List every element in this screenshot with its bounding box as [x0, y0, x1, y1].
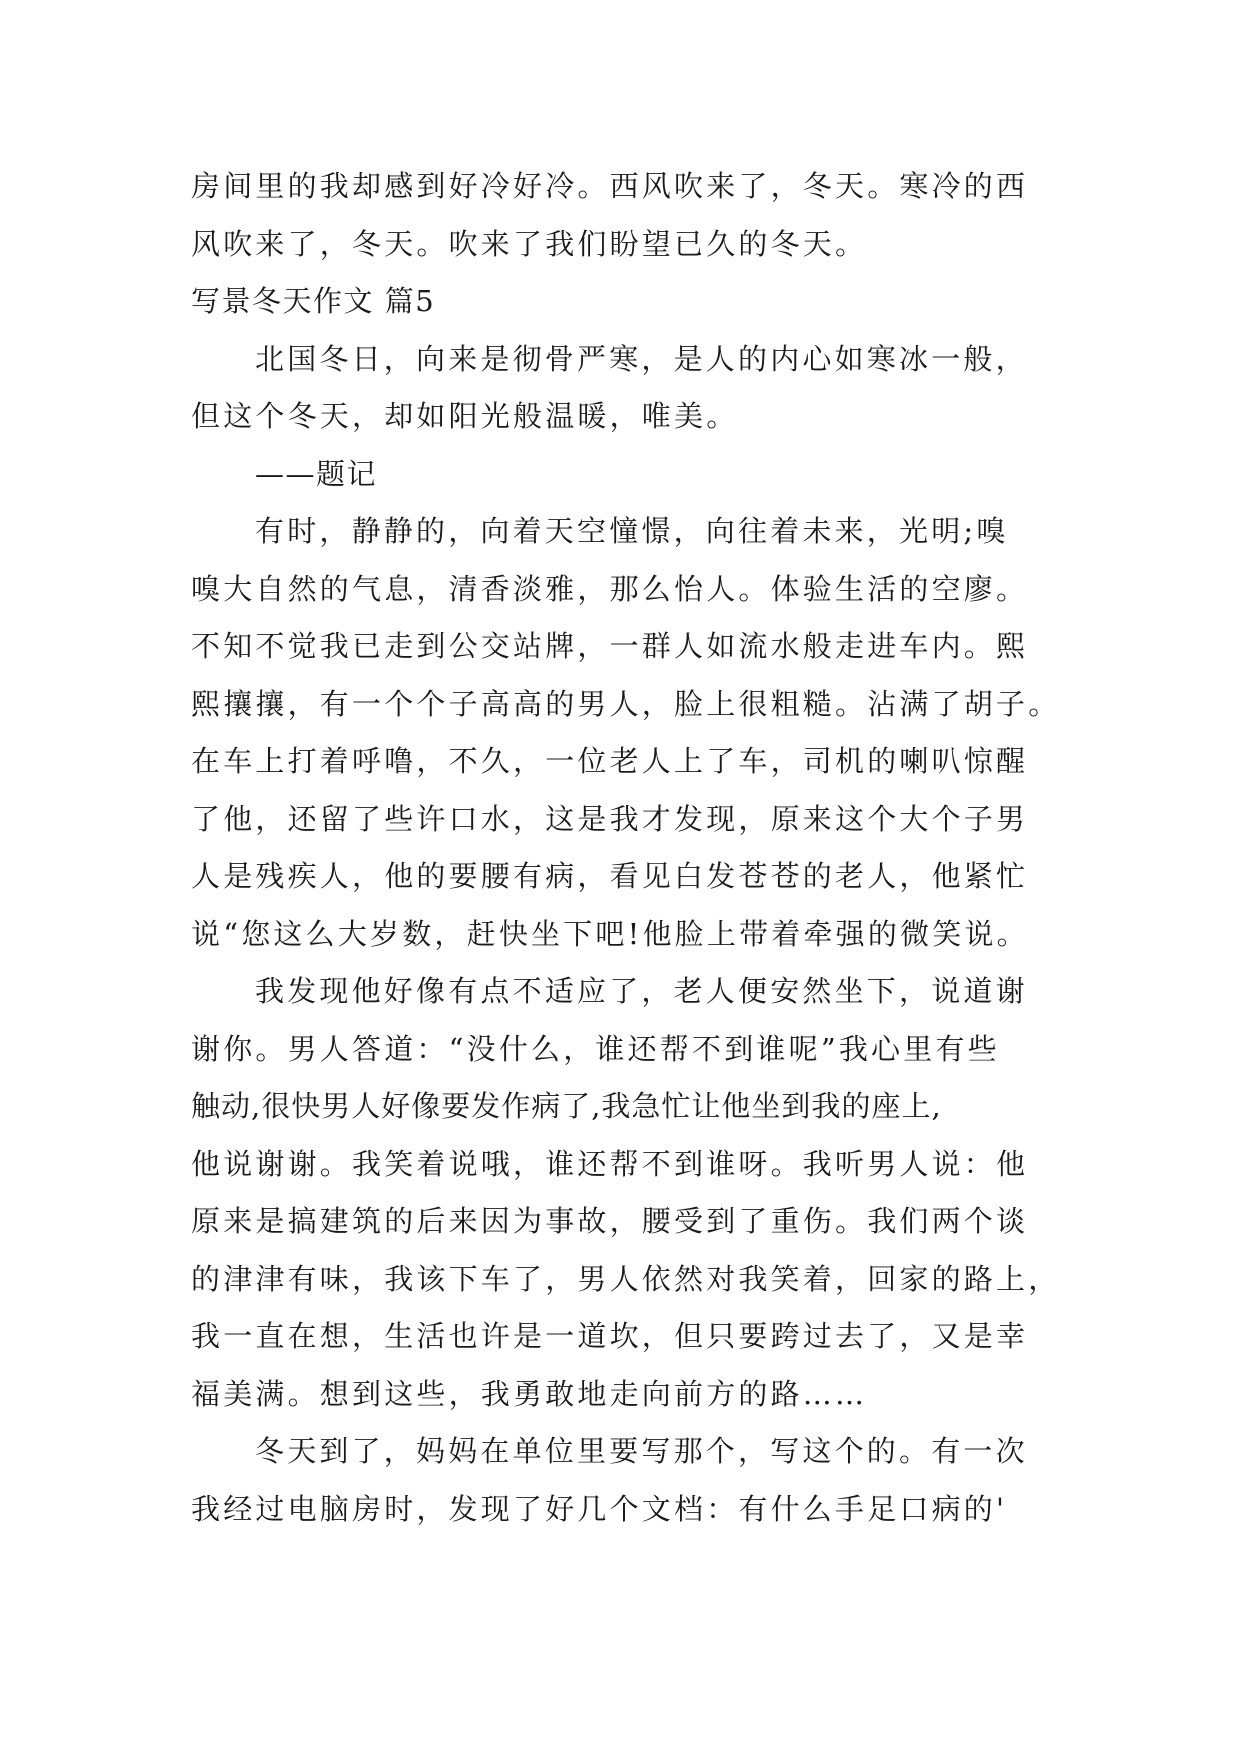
text-line: 原来是搞建筑的后来因为事故，腰受到了重伤。我们两个谈 [191, 1204, 1029, 1238]
text-line: 有时，静静的，向着天空憧憬，向往着未来，光明;嗅 [255, 514, 1009, 548]
text-line: 我经过电脑房时，发现了好几个文档：有什么手足口病的' [191, 1491, 1008, 1526]
text-line: 我一直在想，生活也许是一道坎，但只要跨过去了，又是幸 [191, 1319, 1029, 1353]
text-line: 房间里的我却感到好冷好冷。西风吹来了，冬天。寒冷的西 [191, 169, 1029, 203]
text-line: 风吹来了，冬天。吹来了我们盼望已久的冬天。 [191, 226, 868, 261]
epigraph [191, 331, 1071, 504]
text-line: 了他，还留了些许口水，这是我才发现，原来这个大个子男 [191, 801, 1029, 836]
paragraph [191, 963, 1071, 1423]
section-title: 写景冬天作文 篇5 [191, 284, 436, 318]
text-line: 我发现他好像有点不适应了，老人便安然坐下，说道谢 [255, 974, 1028, 1008]
text-line: 福美满。想到这些，我勇敢地走向前方的路…… [191, 1376, 868, 1411]
text-line: 北国冬日，向来是彻骨严寒，是人的内心如寒冰一般， [255, 341, 1028, 376]
text-line: 他说谢谢。我笑着说哦，谁还帮不到谁呀。我听男人说：他 [191, 1146, 1029, 1181]
text-line: 说“您这么大岁数，赶快坐下吧!他脸上带着牵强的微笑说。 [191, 916, 1029, 951]
text-line: 的津津有味，我该下车了，男人依然对我笑着，回家的路上， [191, 1261, 1061, 1296]
epigraph-attribution: ——题记 [255, 456, 378, 491]
text-line: 但这个冬天，却如阳光般温暖，唯美。 [191, 399, 739, 433]
paragraph [191, 1423, 1071, 1538]
paragraph [191, 503, 1071, 963]
document-body [191, 158, 1071, 1538]
text-line: 嗅大自然的气息，清香淡雅，那么怡人。体验生活的空廖。 [191, 571, 1029, 606]
text-line: 触动,很快男人好像要发作病了,我急忙让他坐到我的座上, [191, 1089, 942, 1123]
previous-section-ending [191, 158, 1071, 273]
text-line: 不知不觉我已走到公交站牌，一群人如流水般走进车内。熙 [191, 629, 1029, 663]
text-line: 人是残疾人，他的要腰有病，看见白发苍苍的老人，他紧忙 [191, 859, 1029, 893]
text-line: 熙攘攘，有一个个子高高的男人，脸上很粗糙。沾满了胡子。 [191, 686, 1061, 721]
text-line: 谢你。男人答道：“没什么，谁还帮不到谁呢”我心里有些 [191, 1031, 1000, 1066]
text-line: 冬天到了，妈妈在单位里要写那个，写这个的。有一次 [255, 1434, 1028, 1468]
text-line: 在车上打着呼噜，不久，一位老人上了车，司机的喇叭惊醒 [191, 744, 1029, 778]
